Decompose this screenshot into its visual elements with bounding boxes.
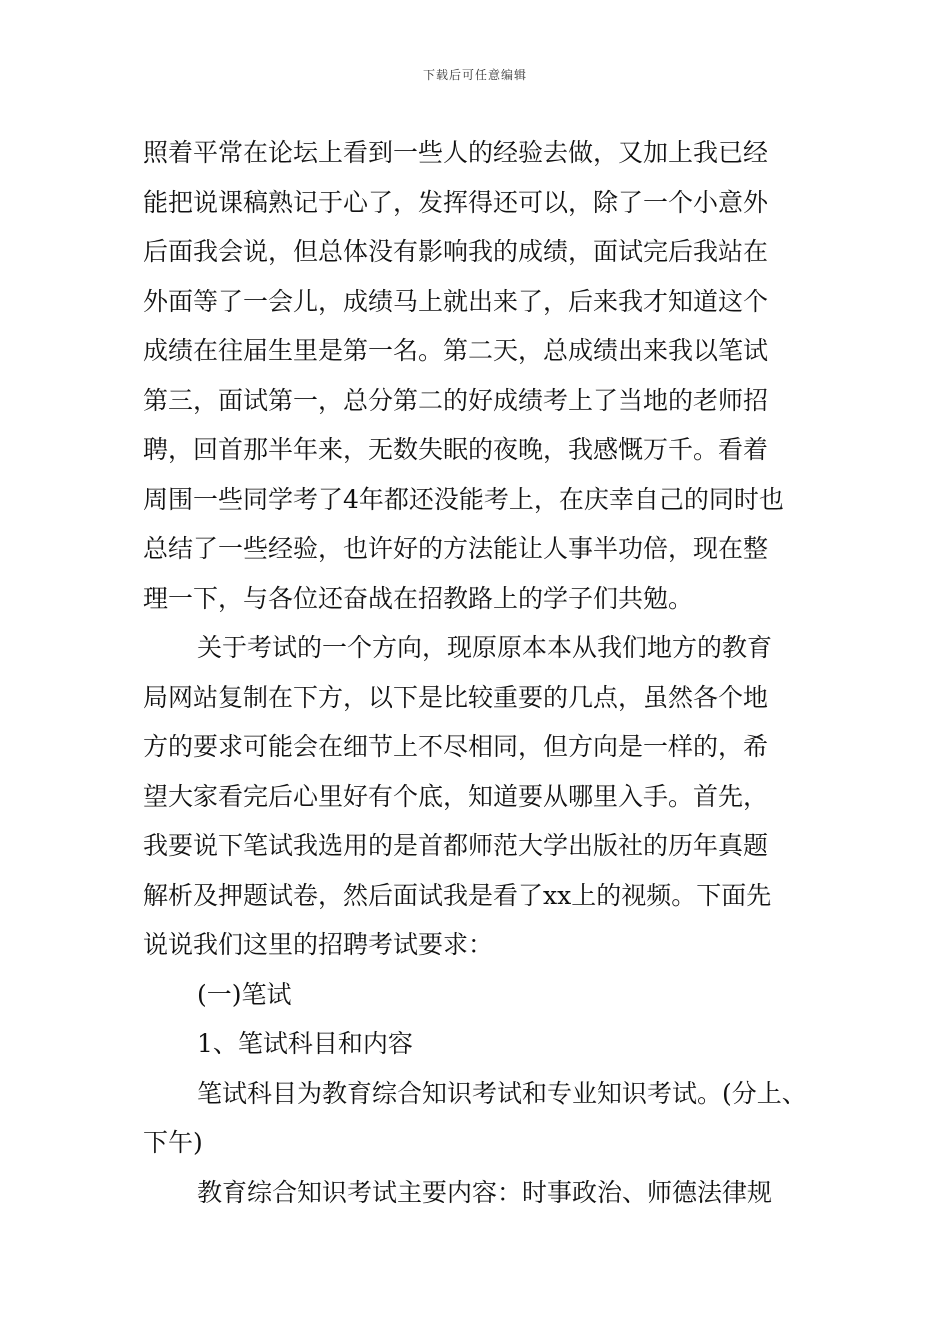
text-line-21: 下午) xyxy=(143,1128,203,1157)
text-line-1: 照着平常在论坛上看到一些人的经验去做，又加上我已经 xyxy=(143,138,769,167)
text-line-12: 局网站复制在下方，以下是比较重要的几点，虽然各个地 xyxy=(143,682,769,712)
page-header-note: 下载后可任意编辑 xyxy=(422,68,527,82)
text-line-3: 后面我会说，但总体没有影响我的成绩，面试完后我站在 xyxy=(143,237,769,266)
text-line-5: 成绩在往届生里是第一名。第二天，总成绩出来我以笔试 xyxy=(143,336,769,365)
text-line-4: 外面等了一会儿，成绩马上就出来了，后来我才知道这个 xyxy=(143,286,769,316)
text-line-9: 总结了一些经验，也许好的方法能让人事半功倍，现在整 xyxy=(143,534,769,563)
text-line-20: 笔试科目为教育综合知识考试和专业知识考试。(分上、 xyxy=(197,1078,807,1108)
text-line-7: 聘，回首那半年来，无数失眠的夜晚，我感慨万千。看着 xyxy=(143,435,769,464)
text-line-15: 我要说下笔试我选用的是首都师范大学出版社的历年真题 xyxy=(143,831,769,860)
text-line-16: 解析及押题试卷，然后面试我是看了xx上的视频。下面先 xyxy=(143,880,772,910)
text-line-2: 能把说课稿熟记于心了，发挥得还可以，除了一个小意外 xyxy=(143,187,769,217)
text-line-14: 望大家看完后心里好有个底，知道要从哪里入手。首先， xyxy=(143,781,769,811)
text-line-22: 教育综合知识考试主要内容：时事政治、师德法律规 xyxy=(197,1177,773,1207)
text-line-11: 关于考试的一个方向，现原原本本从我们地方的教育 xyxy=(197,633,773,662)
text-line-17: 说说我们这里的招聘考试要求： xyxy=(143,930,494,959)
text-line-6: 第三，面试第一，总分第二的好成绩考上了当地的老师招 xyxy=(143,385,769,415)
document-body xyxy=(143,128,823,1217)
text-line-13: 方的要求可能会在细节上不尽相同，但方向是一样的，希 xyxy=(143,732,769,761)
text-line-10: 理一下，与各位还奋战在招教路上的学子们共勉。 xyxy=(143,583,694,613)
section-heading-written-exam: (一)笔试 xyxy=(197,979,292,1009)
subheading-exam-subjects: 1、笔试科目和内容 xyxy=(197,1029,413,1058)
text-line-8: 周围一些同学考了4年都还没能考上，在庆幸自己的同时也 xyxy=(143,484,784,514)
